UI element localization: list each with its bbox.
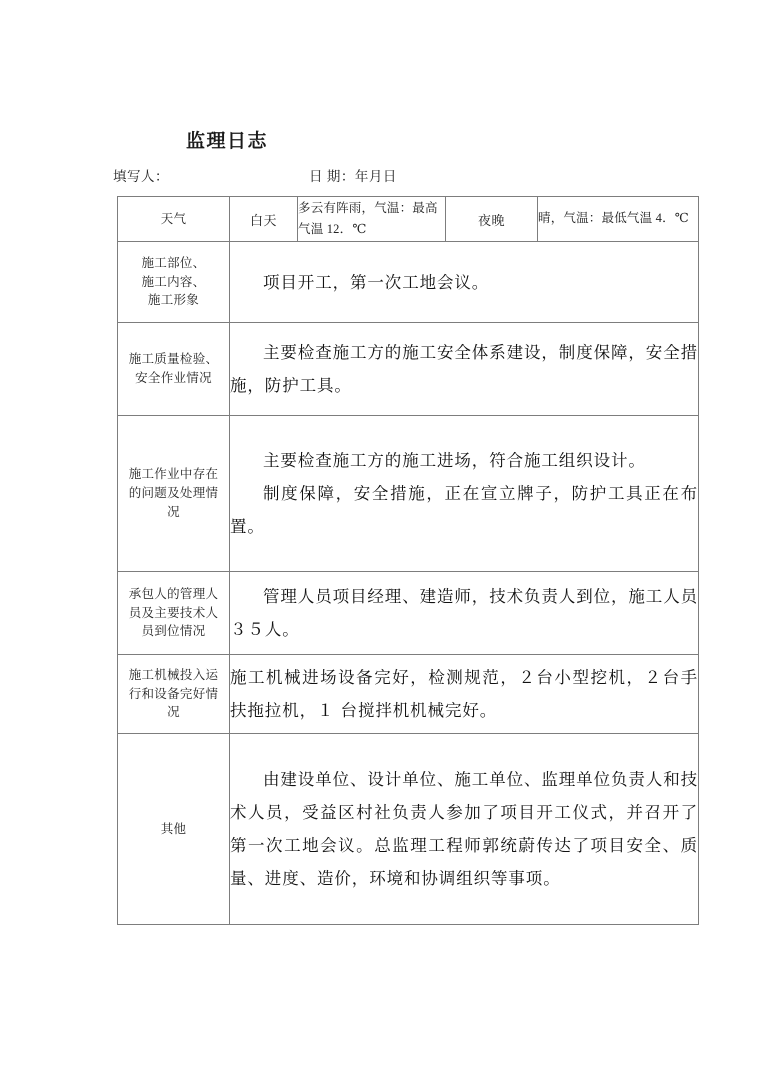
row-content-4 — [230, 655, 699, 734]
paragraph: 制度保障，安全措施，正在宣立牌子，防护工具正在布置。 — [230, 484, 698, 536]
weather-night-value: 晴，气温：最低气温 4．℃ — [538, 197, 699, 242]
filler-label: 填写人： — [113, 169, 169, 184]
row-label-0 — [118, 242, 230, 323]
paragraph: 主要检查施工方的施工进场，符合施工组织设计。 — [263, 451, 646, 470]
weather-label: 天气 — [118, 197, 230, 242]
label-line: 员及主要技术人 — [128, 605, 219, 620]
row-label-2 — [118, 416, 230, 572]
row-content-2 — [230, 416, 699, 572]
label-line: 其他 — [160, 821, 187, 836]
row-content-0 — [230, 242, 699, 323]
table-row — [118, 416, 699, 572]
date-label: 日 期：年月日 — [309, 169, 397, 184]
label-line: 况 — [167, 504, 180, 519]
paragraph: 主要检查施工方的施工安全体系建设，制度保障，安全措施，防护工具。 — [230, 343, 698, 395]
paragraph: 项目开工，第一次工地会议。 — [263, 272, 490, 292]
paragraph: 由建设单位、设计单位、施工单位、监理单位负责人和技术人员，受益区村社负责人参加了项目开工仪式，并召开了第一次工地会议。总监理工程师郭统蔚传达了项目安全、质量、进度、造价，环境和协调组织等事项。 — [230, 770, 698, 888]
label-line: 员到位情况 — [141, 624, 206, 639]
row-content-1 — [230, 323, 699, 416]
paragraph: 管理人员项目经理、建造师，技术负责人到位，施工人员３５人。 — [230, 587, 698, 639]
label-line: 况 — [167, 705, 180, 720]
document-meta — [113, 165, 693, 185]
paragraph: 施工机械进场设备完好，检测规范，２台小型挖机，２台手扶拖拉机，１ 台搅拌机机械完好。 — [230, 668, 698, 720]
weather-night-label: 夜晚 — [446, 197, 538, 242]
label-line: 施工内容、 — [141, 274, 206, 289]
row-label-4 — [118, 655, 230, 734]
row-content-3 — [230, 572, 699, 655]
supervision-log-table — [117, 196, 699, 925]
weather-day-label: 白天 — [230, 197, 298, 242]
label-line: 施工机械投入运 — [128, 667, 219, 682]
table-row — [118, 242, 699, 323]
table-row — [118, 572, 699, 655]
label-line: 施工质量检验、 — [128, 352, 219, 367]
weather-day-value: 多云有阵雨，气温：最高气温 12．℃ — [298, 197, 446, 242]
label-line: 行和设备完好情 — [128, 686, 219, 701]
label-line: 安全作业情况 — [135, 371, 212, 385]
row-label-3 — [118, 572, 230, 655]
table-row — [118, 323, 699, 416]
label-line: 的问题及处理情 — [128, 486, 219, 501]
page-title: 监理日志 — [186, 131, 269, 152]
label-line: 施工部位、 — [141, 255, 206, 270]
table-row-weather — [118, 197, 699, 242]
label-line: 承包人的管理人 — [128, 586, 219, 601]
label-line: 施工作业中存在 — [128, 467, 219, 482]
row-label-5 — [118, 734, 230, 925]
table-row — [118, 655, 699, 734]
row-content-5 — [230, 734, 699, 925]
row-label-1 — [118, 323, 230, 416]
table-body — [118, 197, 699, 925]
table-row — [118, 734, 699, 925]
label-line: 施工形象 — [147, 293, 200, 308]
